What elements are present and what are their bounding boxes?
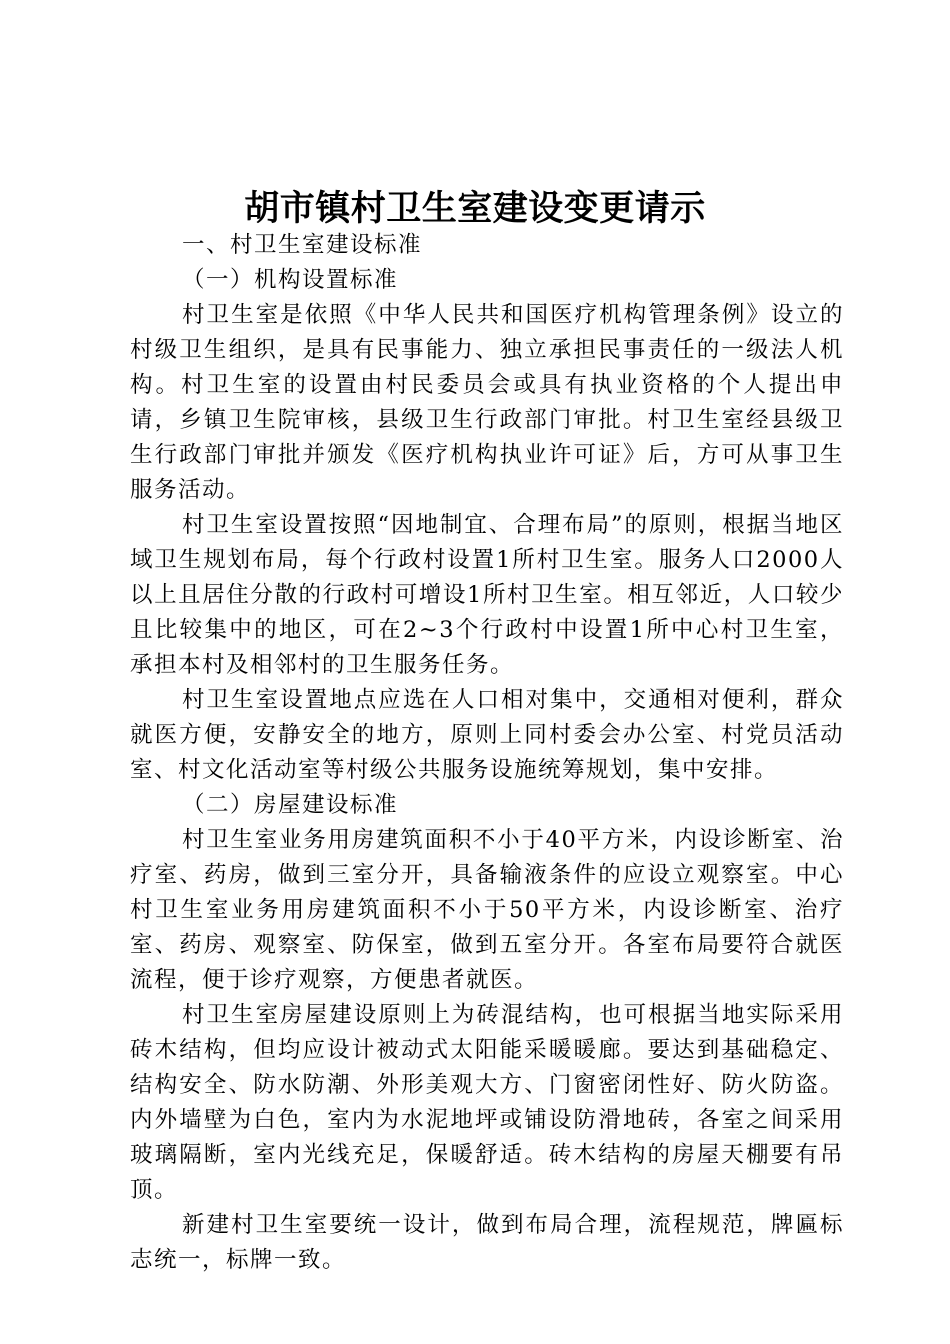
document-title: 胡市镇村卫生室建设变更请示 [244, 189, 706, 229]
subsection-heading-institution: （一）机构设置标准 [182, 267, 399, 293]
subsection-heading-building: （二）房屋建设标准 [182, 792, 399, 818]
paragraph: 村卫生室设置地点应选在人口相对集中，交通相对便利，群众就医方便，安静安全的地方，原则上同村委会办公室、村党员活动室、村文化活动室等村级公共服务设施统筹规划，集中安排。 [130, 687, 844, 783]
paragraph: 新建村卫生室要统一设计，做到布局合理，流程规范，牌匾标志统一，标牌一致。 [130, 1212, 844, 1273]
paragraph: 村卫生室设置按照“因地制宜、合理布局”的原则，根据当地区域卫生规划布局，每个行政村设置1所村卫生室。服务人口2000人以上且居住分散的行政村可增设1所村卫生室。相互邻近，人口较少且比较集中的地区，可在2~3个行政村中设置1所中心村卫生室，承担本村及相邻村的卫生服务任务。 [130, 512, 844, 678]
paragraph: 村卫生室是依照《中华人民共和国医疗机构管理条例》设立的村级卫生组织，是具有民事能力、独立承担民事责任的一级法人机构。村卫生室的设置由村民委员会或具有执业资格的个人提出申请，乡镇卫生院审核，县级卫生行政部门审批。村卫生室经县级卫生行政部门审批并颁发《医疗机构执业许可证》后，方可从事卫生服务活动。 [130, 302, 844, 503]
paragraph: 村卫生室房屋建设原则上为砖混结构，也可根据当地实际采用砖木结构，但均应设计被动式太阳能采暖暖廊。要达到基础稳定、结构安全、防水防潮、外形美观大方、门窗密闭性好、防火防盗。内外墙壁为白色，室内为水泥地坪或铺设防滑地砖，各室之间采用玻璃隔断，室内光线充足，保暖舒适。砖木结构的房屋天棚要有吊顶。 [130, 1002, 844, 1203]
paragraph: 村卫生室业务用房建筑面积不小于40平方米，内设诊断室、治疗室、药房，做到三室分开，具备输液条件的应设立观察室。中心村卫生室业务用房建筑面积不小于50平方米，内设诊断室、治疗室、药房、观察室、防保室，做到五室分开。各室布局要符合就医流程，便于诊疗观察，方便患者就医。 [130, 827, 844, 993]
document-body [130, 228, 844, 1278]
section-heading: 一、村卫生室建设标准 [182, 232, 423, 258]
